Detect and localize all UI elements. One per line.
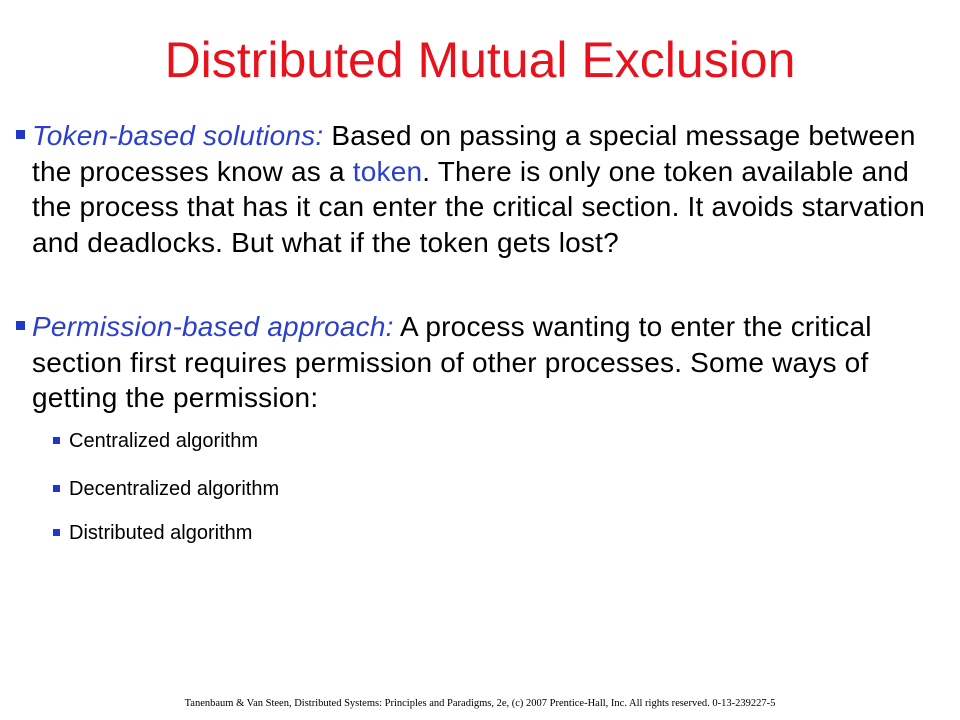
sub-bullet-centralized (69, 429, 258, 453)
bullet-permission-based (32, 309, 947, 416)
square-bullet-icon (53, 437, 60, 444)
bullet-text: A process wanting to enter the critical section first requires permission of other processes. Some ways of getting the permission: (32, 311, 872, 413)
sub-bullet-distributed (69, 521, 252, 545)
sub-bullet-label: Decentralized algorithm (69, 478, 280, 500)
slide-title: Distributed Mutual Exclusion (164, 32, 796, 88)
bullet-keyword: token (352, 155, 423, 187)
square-bullet-icon (53, 529, 60, 536)
bullet-term: Permission-based approach: (32, 311, 394, 342)
sub-bullet-label: Centralized algorithm (69, 430, 258, 452)
sub-bullet-decentralized (69, 477, 279, 501)
square-bullet-icon (53, 485, 60, 492)
bullet-token-based (32, 118, 947, 260)
square-bullet-icon (16, 321, 25, 330)
square-bullet-icon (16, 130, 25, 139)
footer-copyright: Tanenbaum & Van Steen, Distributed Systems: Principles and Paradigms, 2e, (c) 2007 Prentice-Hall, Inc. All rights reserved. 0-13-239227-5 (184, 698, 776, 709)
bullet-text: . There is only one token available and the process that has it can enter the critical section. It avoids starvation and deadlocks. But what if the token gets lost? (32, 155, 925, 258)
sub-bullet-label: Distributed algorithm (69, 522, 253, 544)
bullet-term: Token-based solutions: (32, 120, 324, 151)
bullet-text: Based on passing a special message between the processes know as a (32, 120, 916, 187)
